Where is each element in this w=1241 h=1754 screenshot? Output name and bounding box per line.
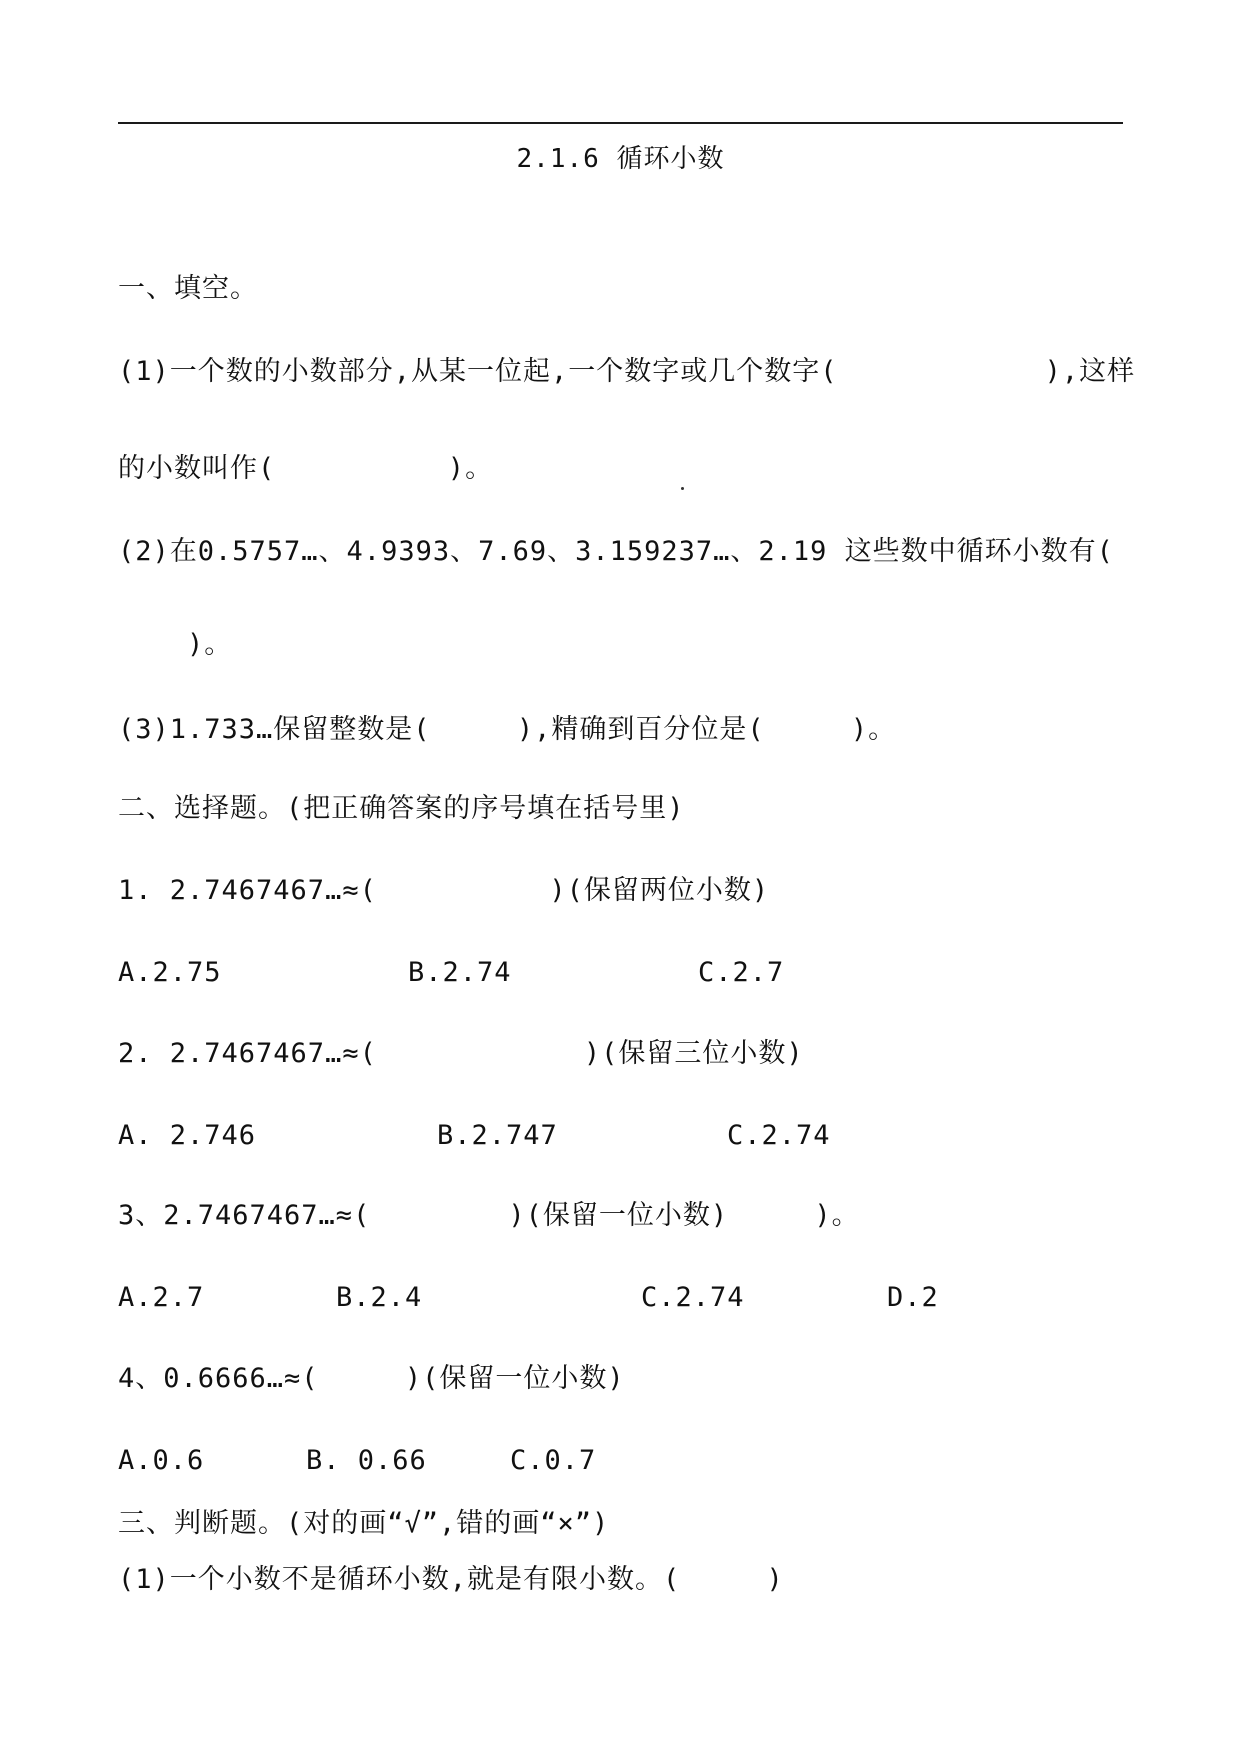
option-2-1-b: B.2.74 [408, 957, 512, 988]
section-1-heading: 一、填空。 [118, 273, 258, 304]
option-2-3-b: B.2.4 [336, 1282, 423, 1313]
option-2-1-c: C.2.7 [698, 957, 785, 988]
option-2-1-a: A.2.75 [118, 957, 222, 988]
option-2-3-a: A.2.7 [118, 1282, 205, 1313]
question-1-1-line-1: (1)一个数的小数部分,从某一位起,一个数字或几个数字( ),这样 [118, 356, 1136, 387]
option-2-4-b: B. 0.66 [306, 1445, 427, 1476]
question-2-4: 4、0.6666…≈( )(保留一位小数) [118, 1363, 625, 1394]
header-rule [118, 122, 1123, 124]
question-2-1: 1. 2.7467467…≈( )(保留两位小数) [118, 875, 770, 906]
question-1-2-line-1: (2)在0.5757…、4.9393、7.69、3.159237…、2.19 这些数中循环小数有( [118, 536, 1114, 567]
page-title: 2.1.6 循环小数 [516, 144, 725, 174]
option-2-2-a: A. 2.746 [118, 1120, 257, 1151]
question-2-2: 2. 2.7467467…≈( )(保留三位小数) [118, 1038, 804, 1069]
question-1-2-line-2: )。 [118, 629, 233, 660]
section-2-heading: 二、选择题。(把正确答案的序号填在括号里) [118, 793, 685, 824]
question-2-3: 3、2.7467467…≈( )(保留一位小数) )。 [118, 1200, 860, 1231]
option-2-4-a: A.0.6 [118, 1445, 205, 1476]
option-2-4-c: C.0.7 [510, 1445, 597, 1476]
option-2-2-c: C.2.74 [727, 1120, 831, 1151]
section-3-heading: 三、判断题。(对的画“√”,错的画“×”) [118, 1508, 610, 1539]
stray-dot [681, 487, 684, 490]
question-1-3: (3)1.733…保留整数是( ),精确到百分位是( )。 [118, 714, 897, 745]
option-2-3-d: D.2 [887, 1282, 939, 1313]
question-3-1: (1)一个小数不是循环小数,就是有限小数。( ) [118, 1564, 784, 1595]
option-2-3-c: C.2.74 [641, 1282, 745, 1313]
question-1-1-line-2: 的小数叫作( )。 [118, 453, 494, 484]
option-2-2-b: B.2.747 [437, 1120, 558, 1151]
